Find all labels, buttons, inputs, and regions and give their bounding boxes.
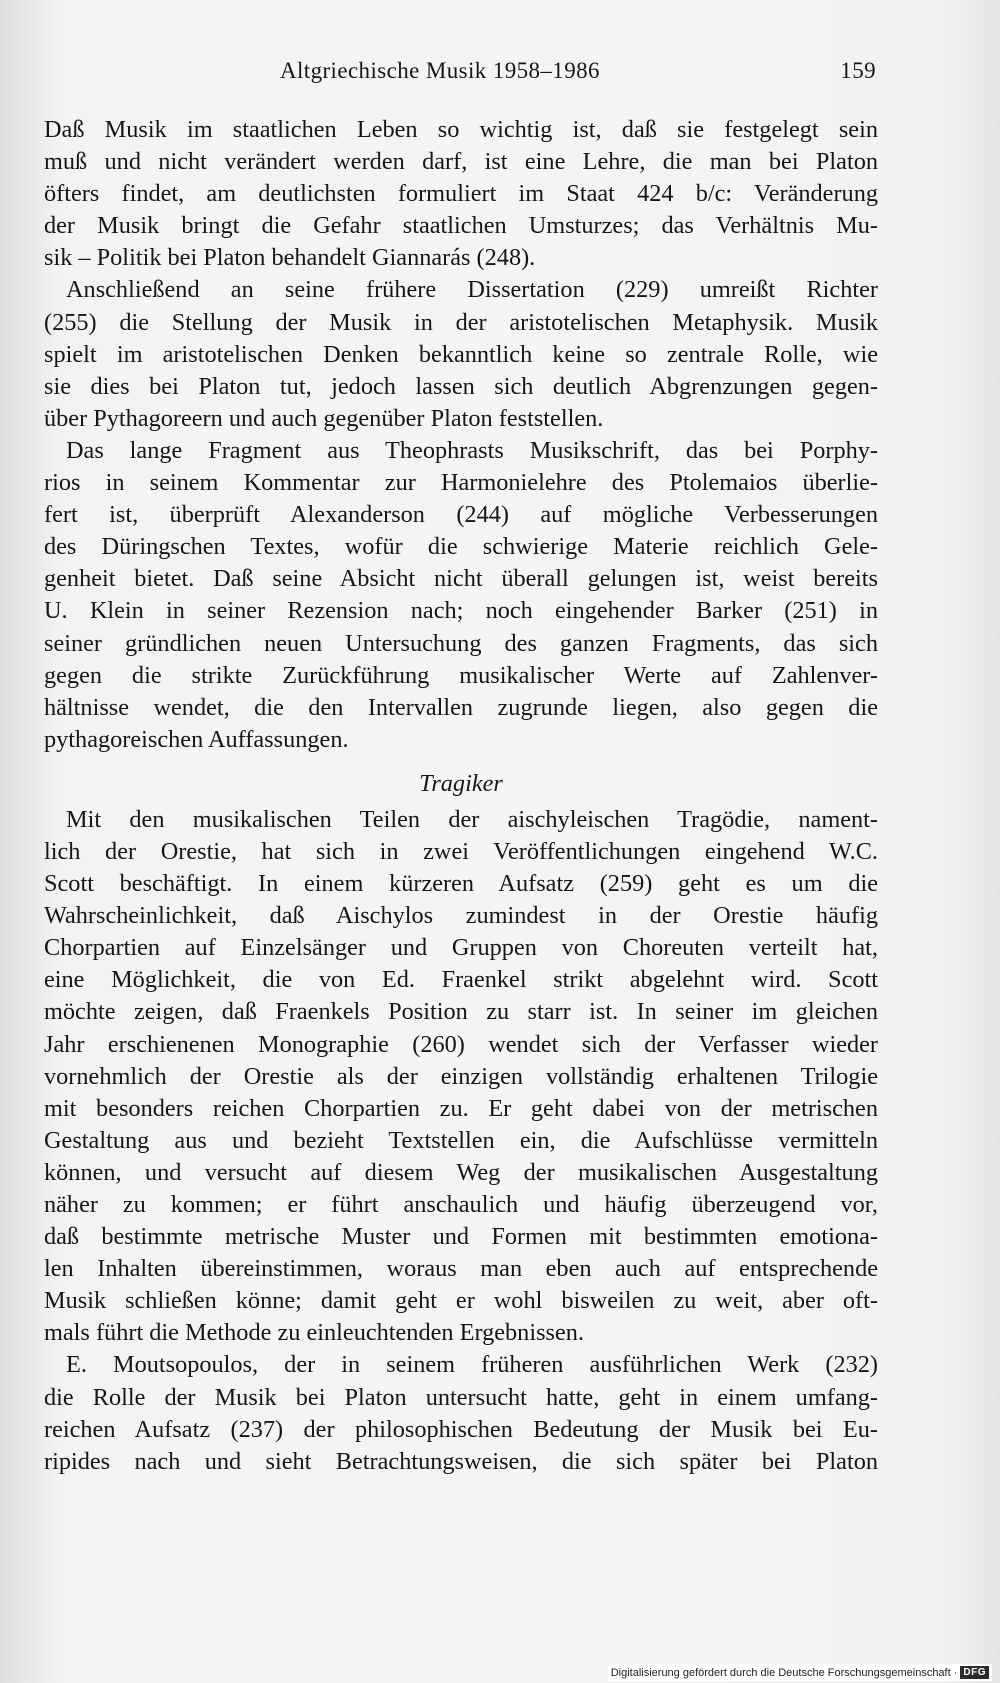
text-line: Gestaltung aus und bezieht Textstellen ein, die Aufschlüsse vermitteln bbox=[44, 1126, 878, 1154]
text-line: Chorpartien auf Einzelsänger und Gruppen von Choreuten verteilt hat, bbox=[44, 934, 878, 962]
text-line: ripides nach und sieht Betrachtungsweisen, die sich später bei Platon bbox=[44, 1447, 878, 1475]
text-line: Jahr erschienenen Monographie (260) wendet sich der Verfasser wieder bbox=[44, 1030, 878, 1058]
text-line: pythagoreischen Auffassungen. bbox=[44, 725, 349, 753]
text-line: spielt im aristotelischen Denken bekanntlich keine so zentrale Rolle, wie bbox=[44, 340, 878, 368]
text-line: die Rolle der Musik bei Platon untersucht hatte, geht in einem umfang- bbox=[44, 1383, 878, 1411]
text-line: über Pythagoreern und auch gegenüber Platon feststellen. bbox=[44, 404, 604, 432]
text-line: gegen die strikte Zurückführung musikalischer Werte auf Zahlenver- bbox=[44, 661, 878, 689]
running-title: Altgriechische Musik 1958–1986 bbox=[280, 58, 600, 83]
credit-text: Digitalisierung gefördert durch die Deutsche Forschungsgemeinschaft · bbox=[610, 1666, 958, 1679]
text-line: mit besonders reichen Chorpartien zu. Er geht dabei von der metrischen bbox=[44, 1094, 878, 1122]
text-line: Daß Musik im staatlichen Leben so wichtig ist, daß sie festgelegt sein bbox=[44, 116, 878, 143]
text-line: fert ist, überprüft Alexanderson (244) auf mögliche Verbesserungen bbox=[44, 501, 878, 529]
text-line: vornehmlich der Orestie als der einzigen vollständig erhaltenen Trilogie bbox=[44, 1062, 878, 1090]
text-line: Wahrscheinlichkeit, daß Aischylos zumindest in der Orestie häufig bbox=[44, 902, 878, 930]
text-line: des Düringschen Textes, wofür die schwierige Materie reichlich Gele- bbox=[44, 533, 878, 561]
dfg-logo: DFG bbox=[960, 1666, 989, 1679]
text-line: daß bestimmte metrische Muster und Formen mit bestimmten emotiona- bbox=[44, 1223, 878, 1251]
text-line: können, und versucht auf diesem Weg der musikalischen Ausgestaltung bbox=[44, 1158, 878, 1186]
text-line: E. Moutsopoulos, der in seinem früheren ausführlichen Werk (232) bbox=[66, 1351, 878, 1379]
digitization-credit bbox=[608, 1664, 992, 1681]
text-line: muß und nicht verändert werden darf, ist eine Lehre, die man bei Platon bbox=[44, 148, 878, 176]
text-line: sie dies bei Platon tut, jedoch lassen sich deutlich Abgrenzungen gegen- bbox=[44, 372, 878, 400]
text-line: Mit den musikalischen Teilen der aischyleischen Tragödie, nament- bbox=[66, 805, 878, 833]
section-heading: Tragiker bbox=[419, 769, 503, 797]
text-line: hältnisse wendet, die den Intervallen zugrunde liegen, also gegen die bbox=[44, 693, 878, 721]
text-line: sik – Politik bei Platon behandelt Giannarás (248). bbox=[44, 244, 536, 272]
text-line: mals führt die Methode zu einleuchtenden Ergebnissen. bbox=[44, 1319, 585, 1347]
text-line: reichen Aufsatz (237) der philosophischen Bedeutung der Musik bei Eu- bbox=[44, 1415, 878, 1443]
text-line: (255) die Stellung der Musik in der aristotelischen Metaphysik. Musik bbox=[44, 308, 878, 336]
text-line: lich der Orestie, hat sich in zwei Veröffentlichungen eingehend W.C. bbox=[44, 837, 878, 865]
text-line: möchte zeigen, daß Fraenkels Position zu starr ist. In seiner im gleichen bbox=[44, 998, 878, 1026]
text-line: näher zu kommen; er führt anschaulich und häufig überzeugend vor, bbox=[44, 1191, 878, 1218]
text-line: rios in seinem Kommentar zur Harmonielehre des Ptolemaios überlie- bbox=[44, 469, 878, 497]
text-line: Anschließend an seine frühere Dissertation (229) umreißt Richter bbox=[66, 276, 878, 304]
text-line: öfters findet, am deutlichsten formuliert im Staat 424 b/c: Veränderung bbox=[44, 180, 878, 208]
body-text bbox=[44, 114, 878, 1478]
text-line: seiner gründlichen neuen Untersuchung des ganzen Fragments, das sich bbox=[44, 629, 878, 657]
text-line: genheit bietet. Daß seine Absicht nicht überall gelungen ist, weist bereits bbox=[44, 565, 878, 593]
text-line: len Inhalten übereinstimmen, woraus man eben auch auf entsprechende bbox=[44, 1255, 878, 1283]
text-line: U. Klein in seiner Rezension nach; noch eingehender Barker (251) in bbox=[44, 597, 878, 625]
text-line: Das lange Fragment aus Theophrasts Musikschrift, das bei Porphy- bbox=[66, 436, 878, 464]
text-line: eine Möglichkeit, die von Ed. Fraenkel strikt abgelehnt wird. Scott bbox=[44, 966, 878, 994]
text-line: Musik schließen könne; damit geht er wohl bisweilen zu weit, aber oft- bbox=[44, 1287, 878, 1315]
text-line: der Musik bringt die Gefahr staatlichen Umsturzes; das Verhältnis Mu- bbox=[44, 212, 878, 240]
text-line: Scott beschäftigt. In einem kürzeren Aufsatz (259) geht es um die bbox=[44, 870, 878, 898]
page-number: 159 bbox=[840, 58, 876, 83]
page-header bbox=[44, 58, 876, 92]
